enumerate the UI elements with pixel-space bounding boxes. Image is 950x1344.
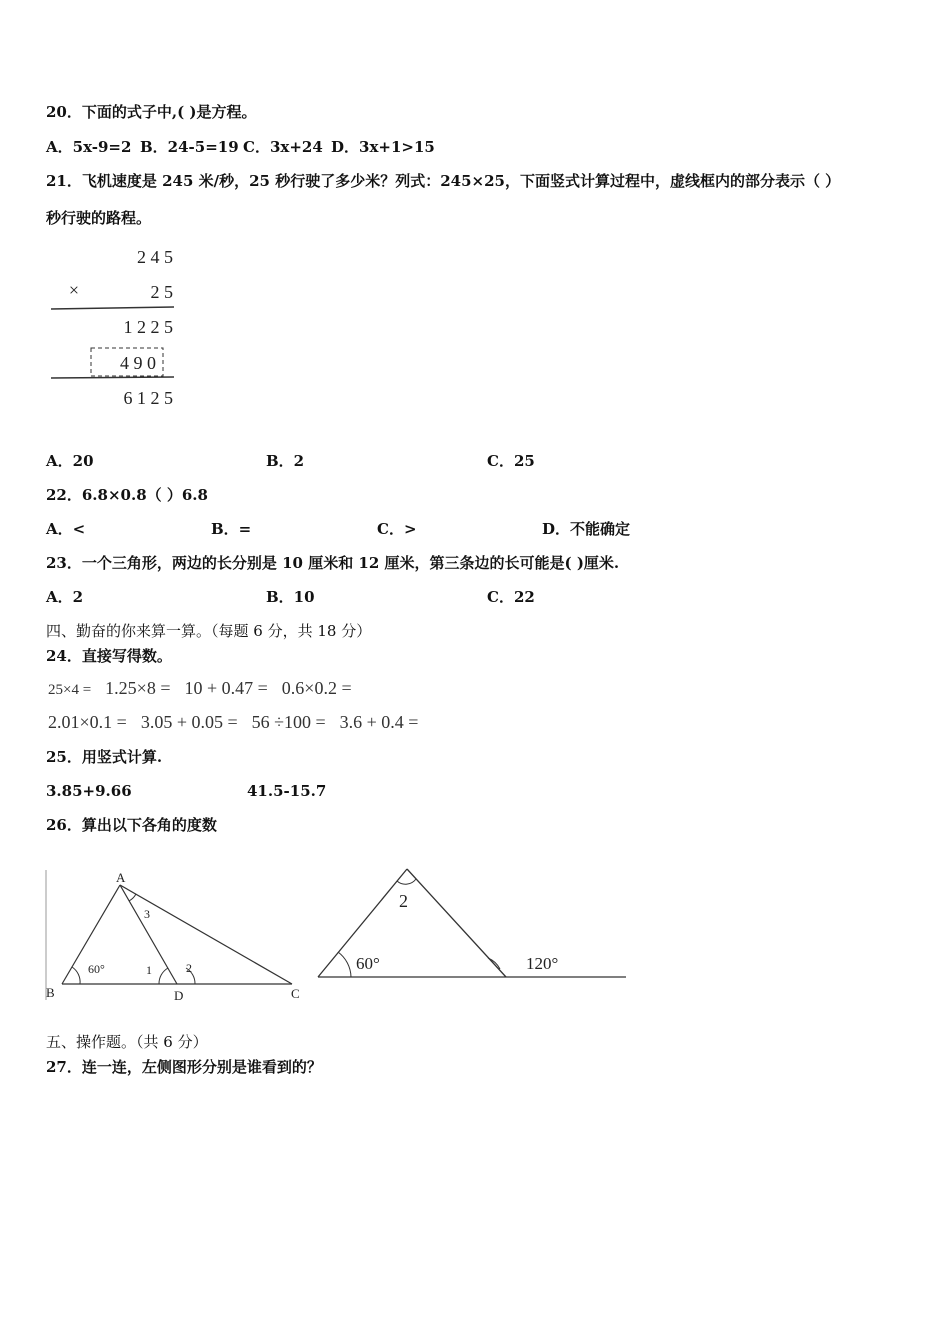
vertex-a: A [116,870,126,885]
q25-item-1: 3.85+9.66 [46,782,132,800]
q23-stem: 23．一个三角形，两边的长分别是 10 厘米和 12 厘米，第三条边的长可能是( )厘米. [46,554,620,572]
section-5-title: 五、操作题。（共 6 分） [46,1033,208,1051]
calc-times-sign: × [68,280,80,300]
q24-expr: 0.6×0.2 = [281,678,352,698]
vertex-b: B [46,985,55,1000]
vertical-multiplication [46,238,186,418]
calc-line-1 [51,307,174,309]
vertex-c: C [291,986,300,1001]
vertex-d: D [174,988,184,1003]
calc-partial-1: 1 2 2 5 [123,317,173,337]
fig2-angle-2-label: 2 [399,891,408,911]
q24-expr: 56 ÷100 = [251,712,326,732]
q24-expr: 25×4 = [48,682,92,698]
section-4-title: 四、勤奋的你来算一算。（每题 6 分，共 18 分） [46,622,372,640]
fig2-angle-60-label: 60° [356,954,380,973]
q22-option-d: D．不能确定 [542,520,631,538]
angle-label-b: 60° [88,962,105,976]
angle-3-arc [129,894,136,901]
q27-stem: 27．连一连，左侧图形分别是谁看到的？ [46,1058,322,1076]
q24-expr: 3.05 + 0.05 = [140,712,238,732]
angle-1-arc [159,968,168,984]
q20-stem: 20．下面的式子中,( )是方程。 [46,103,257,121]
q24-expr: 2.01×0.1 = [48,712,127,732]
q22-stem: 22．6.8×0.8（ ）6.8 [46,486,208,504]
q25-item-2: 41.5-15.7 [247,782,327,800]
fig2-right-side [407,869,506,977]
q24-expr: 10 + 0.47 = [184,678,268,698]
angle-label-1: 1 [146,963,152,977]
calc-partial-2: 4 9 0 [120,353,156,373]
fig2-top-arc [397,879,416,884]
calc-multiplicand: 2 4 5 [137,247,173,267]
triangle-figure-2 [310,855,632,995]
q24-stem: 24．直接写得数。 [46,647,172,665]
q24-expr: 1.25×8 = [105,678,171,698]
q21-option-c: C．25 [487,452,535,470]
q24-expr: 3.6 + 0.4 = [339,712,419,732]
calc-result: 6 1 2 5 [123,388,173,408]
angle-b-arc [72,967,80,984]
q22-option-b: B．= [211,520,252,538]
q21-stem-line2: 秒行驶的路程。 [46,209,152,227]
q20-option-a: A．5x-9=2 [46,138,132,156]
q24-row-1 [48,677,366,701]
q20-option-c: C．3x+24 [243,138,323,156]
q20-option-d: D．3x+1>15 [331,138,435,156]
angle-label-3: 3 [144,907,150,921]
calc-multiplier: 2 5 [150,282,173,302]
q24-row-2 [48,711,432,733]
q21-option-b: B．2 [266,452,305,470]
q21-option-a: A．20 [46,452,94,470]
angle-label-2: 2 [186,961,192,975]
q23-option-b: B．10 [266,588,315,606]
q26-stem: 26．算出以下各角的度数 [46,816,217,834]
q25-stem: 25．用竖式计算. [46,748,163,766]
triangle-figure-1 [40,860,310,1010]
q22-option-a: A．< [46,520,86,538]
fig2-angle-120-label: 120° [526,954,559,973]
q21-stem-line1: 21．飞机速度是 245 米/秒，25 秒行驶了多少米？列式：245×25，下面竖式计算过程中，虚线框内的部分表示（ ） [46,172,841,190]
q22-option-c: C．> [377,520,417,538]
q23-option-a: A．2 [46,588,84,606]
q20-option-b: B．24-5=19 [140,138,239,156]
fig2-left-arc [338,952,351,977]
q23-option-c: C．22 [487,588,535,606]
calc-line-2 [51,377,174,378]
